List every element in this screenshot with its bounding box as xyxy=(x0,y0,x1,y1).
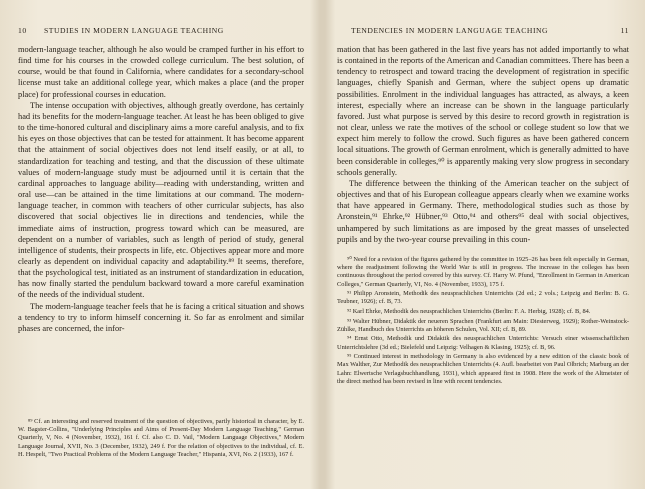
page-number: 10 xyxy=(18,26,27,35)
footnote: ⁹⁵ Continued interest in methodology in Germany is also evidenced by a new edition of the classic book of Max Walther, Zur Methodik des neusprachlichen Unterrichts (4. Aufl. bearbeitet von Paul Olbrich; Marburg an der Lahn: Elwertsche Verlagsbuchhandlung, 1931), which appeared first in 1908. Here the work of the Altmeister of the direct method has been revised in line with recent tendencies. xyxy=(337,353,629,385)
right-footnotes xyxy=(337,256,629,387)
paragraph: modern-language teacher, although he also would be cramped further in his effort to find time for his courses in the crowded college curriculum. The best solution, of course, would be that found in California, where candidates for a secondary-school license must take an additional college year, which makes a place (and the proper place) for professional courses in education. xyxy=(18,45,304,99)
running-head: TENDENCIES IN MODERN LANGUAGE TEACHING xyxy=(351,26,549,35)
paragraph: The intense occupation with objectives, although greatly overdone, has certainly had its benefits for the modern-language teacher. At least he has been obliged to give to the time-honored cultural and disciplinary aims a more careful analysis, and to fix his eyes on those objectives that can be tested for attainment. It has become apparent that the attainment of social objectives does not lend itself easily, or at all, to standardization for teaching and testing, and that the discussion of these ultimate values of modern-language study must be adjourned until it is certain that the cardinal approaches to language ability—reading with understanding, written and oral use—can be attained in the time limitations at our command. The modern-language teacher, in common with teachers of other curricular subjects, has also discovered that social objectives lie in directions and tendencies, while the immediate aims of instruction, progress toward which can be measured, are dependent on a number of variables, such as length of period of study, general intelligence of students, their prospects in life, etc. Objectives appear more and more clearly as dependent on individual capacity and adaptability.⁸⁹ It seems, therefore, that the psychological test, initiated as an instrument of standardization in education, has now finally started the pendulum backward toward a more careful examination of the needs of the individual student. xyxy=(18,100,304,300)
page-number: 11 xyxy=(620,26,629,35)
footnote: ⁹⁰ Need for a revision of the figures gathered by the committee in 1925–26 has been felt especially in German, where the readjustment following the World War is still in progress. The increase in the colleges has been continuous throughout the period covered by this survey. Cf. Harry W. Pfund, "Enrollment in German in American Colleges," German Quarterly, VI, No. 4 (November, 1933), 175 f. xyxy=(337,256,629,288)
footnote: ⁹⁴ Ernst Otto, Methodik und Didaktik des neusprachlichen Unterrichts: Versuch einer wissenschaftlichen Unterrichtslehre (3d ed.; Bielefeld und Leipzig: Velhagen & Klasing, 1925); cf. B, 96. xyxy=(337,335,629,351)
footnote: ⁹³ Walter Hübner, Didaktik der neueren Sprachen (Frankfurt am Main: Diesterweg, 1929); Rother-Weinstock-Zühlke, Handbuch des Unterrichts an höheren Schulen, Vol. XII; cf. B, 89. xyxy=(337,317,629,333)
left-body-text xyxy=(18,44,304,334)
footnote: ⁹² Karl Ehrke, Methodik des neusprachlichen Unterrichts (Berlin: F. A. Herbig, 1928); cf. B, 84. xyxy=(347,308,591,315)
right-body-text xyxy=(337,44,629,245)
footnote: ⁹¹ Philipp Aronstein, Methodik des neusprachlichen Unterrichts (2d ed.; 2 vols.; Leipzig and Berlin: B. G. Teubner, 1926); cf. B, 73. xyxy=(337,290,629,306)
left-footnotes xyxy=(18,418,304,460)
right-page xyxy=(323,0,645,489)
paragraph: The difference between the thinking of the American teacher on the subject of objectives and that of his European colleague appears clearly when we examine works that have appeared in Germany. There, methodological studies such as those by Aronstein,⁹¹ Ehrke,⁹² Hübner,⁹³ Otto,⁹⁴ and others⁹⁵ deal with social objectives, unhampered by such limitations as are imposed by the great masses of unselected pupils and by the two-year course prevailing in this coun- xyxy=(337,178,629,244)
paragraph: The modern-language teacher feels that he is facing a critical situation and shows a tendency to try to inform himself concerning it. So far as enrolment and similar phases are concerned, the infor- xyxy=(18,301,304,333)
left-page xyxy=(0,0,322,489)
paragraph: mation that has been gathered in the last five years has not added importantly to what is contained in the reports of the American and Canadian committees. There has been a tendency to retrospect and toward tracing the development of registration in specific languages, chiefly Spanish and German, where the subject opens up dramatic possibilities. Enrolment in the individual languages has attracted, as always, a keen interest, especially where an increase can be shown in the language particularly favored. Just what purpose is served by this desire to record growth in registration is not clear, unless we rate the motives of the school or college student so low that we expect him merely to follow the crowd. Such figures as have been gathered concern local situations. The growth of German enrolment, which is generally admitted to have been considerable in colleges,⁹⁰ is apparently making very slow progress in secondary schools generally. xyxy=(337,45,629,177)
running-head: STUDIES IN MODERN LANGUAGE TEACHING xyxy=(44,26,224,35)
footnote: ⁸⁹ Cf. an interesting and reserved treatment of the question of objectives, partly historical in character, by E. W. Bagster-Collins, "Underlying Principles and Aims of Present-Day Modern Language Teaching," German Quarterly, V, No. 4 (November, 1932), 161 f. Cf. also C. D. Vail, "Modern Language Objectives," Modern Language Journal, XVII, No. 3 (December, 1932), 249 f. For the relation of objectives to the individual, cf. E. H. Hespelt, "Two Practical Problems of the Modern Language Teacher," Hispania, XVI, No. 2 (1933), 167 f. xyxy=(18,418,304,458)
